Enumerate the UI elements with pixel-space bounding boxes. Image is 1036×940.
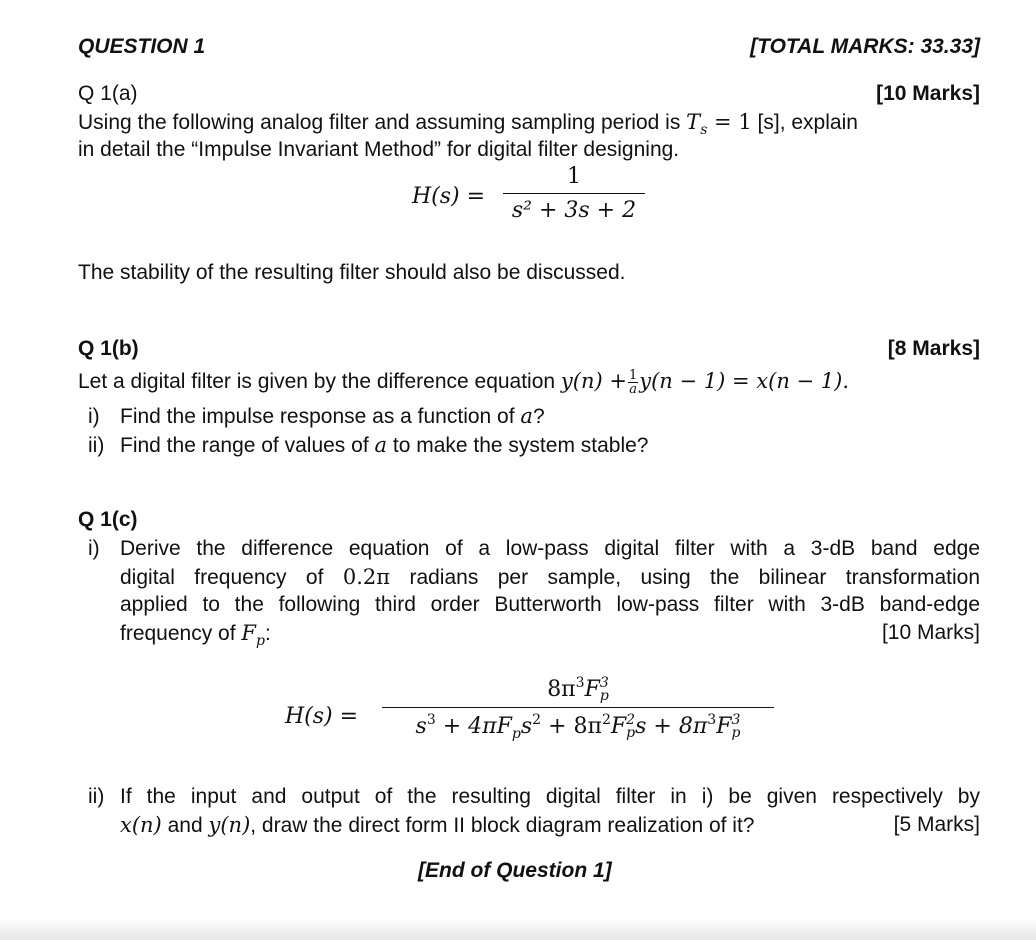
q1a-text-line2: in detail the “Impulse Invariant Method” for digital filter designing.: [78, 138, 680, 161]
q1c-item-2-marks: [5 Marks]: [893, 813, 980, 836]
q1b-eq-part-a: y(n) +: [560, 369, 627, 393]
q1c-item-1-num: i): [88, 537, 100, 560]
den-term2-sub: p: [511, 726, 521, 742]
q1b-item-2: [88, 432, 649, 459]
q1a-text-pre: Using the following analog filter and assuming sampling period is: [78, 111, 687, 134]
q1c-item-2-line1: If the input and output of the resulting digital filter in i) be given respectively by: [120, 785, 980, 808]
q1c-digital-frequency: 0.2π: [342, 565, 391, 589]
den-term3-fp-sub: p: [626, 725, 636, 741]
den-s-exp: 3: [426, 712, 436, 728]
num-8pi: 8π: [547, 677, 576, 702]
sampling-period-var: T: [686, 110, 701, 134]
q1a-eq-denominator: s² + 3s + 2: [511, 198, 637, 223]
den-term3-fp-exp: 2: [626, 712, 636, 728]
q1c-eq-lhs: H(s) =: [285, 704, 359, 729]
q1c-item-2-num: ii): [88, 785, 105, 808]
q1c-line2-rest: , draw the direct form II block diagram realization of it?: [250, 814, 755, 837]
page-bottom-shadow: [0, 918, 1036, 940]
q1b-label: Q 1(b): [78, 337, 139, 360]
q1b-eq-part-b: y(n − 1) = x(n − 1).: [639, 369, 850, 393]
q1c-label: Q 1(c): [78, 508, 138, 531]
q1c-output-var: y(n): [208, 813, 251, 837]
den-term3: + 8π: [541, 714, 602, 739]
q1b-marks: [8 Marks]: [887, 337, 980, 360]
q1a-marks: [10 Marks]: [876, 82, 980, 105]
q1b-item-1-text: Find the impulse response as a function of: [120, 405, 521, 428]
q1c-item-1-line1: Derive the difference equation of a low-pass digital filter with a 3-dB band edge: [120, 537, 980, 560]
num-fp-exp: 3: [599, 675, 609, 691]
q1b-item-1-var: a: [520, 404, 533, 428]
q1b-item-1-num: i): [88, 405, 100, 428]
den-term3-pi-exp: 2: [601, 712, 611, 728]
q1c-input-var: x(n): [120, 813, 162, 837]
q1c-item-2-line2: [120, 812, 754, 839]
q1c-line4-pre: frequency of: [120, 622, 242, 645]
q1a-eq-lhs: H(s) =: [412, 184, 486, 209]
den-term4: s + 8π: [635, 714, 708, 739]
q1b-item-1-end: ?: [532, 405, 545, 428]
total-marks: [TOTAL MARKS: 33.33]: [750, 35, 980, 58]
q1b-text-pre: Let a digital filter is given by the difference equation: [78, 370, 561, 393]
q1a-label: Q 1(a): [78, 82, 138, 105]
sampling-period-sub: s: [700, 122, 708, 138]
q1a-eq-numerator: 1: [567, 164, 581, 189]
den-term4-fp-sub: p: [731, 725, 741, 741]
den-term2: + 4πF: [435, 714, 512, 739]
q1c-line2-post: radians per sample, using the bilinear transformation: [390, 566, 980, 589]
den-term3-fp: F: [610, 714, 627, 739]
q1c-item-1-marks: [10 Marks]: [881, 621, 980, 644]
q1b-text: [78, 368, 849, 396]
den-term4-fp-exp: 3: [731, 712, 741, 728]
den-term2-s: s: [520, 714, 533, 739]
sampling-period-value: = 1: [707, 110, 752, 134]
den-term4-fp-scripts: [731, 714, 740, 740]
q1b-frac-den: a: [629, 381, 637, 397]
q1b-item-2-text: Find the range of values of: [120, 434, 375, 457]
q1c-eq-numerator: [382, 675, 774, 707]
num-fp-scripts: [600, 677, 609, 703]
num-fp: F: [584, 677, 600, 702]
den-term3-fp-scripts: [626, 714, 635, 740]
q1a-transfer-fraction: [503, 164, 645, 223]
q1b-inline-fraction: [628, 369, 638, 396]
q1c-fp-sub: p: [255, 633, 265, 649]
den-term2-exp: 2: [532, 712, 542, 728]
q1c-item-1-line4: [120, 620, 271, 654]
q1c-line2-pre: digital frequency of: [120, 566, 343, 589]
q1c-and: and: [161, 814, 209, 837]
den-term4-pi-exp: 3: [707, 712, 717, 728]
q1c-transfer-fraction: [382, 675, 774, 742]
den-s: s: [415, 714, 427, 739]
q1a-stability-text: The stability of the resulting filter should also be discussed.: [78, 261, 626, 284]
num-fp-sub: p: [599, 688, 609, 704]
q1c-line4-colon: :: [264, 622, 271, 645]
q1c-item-1-line3: applied to the following third order Butterworth low-pass filter with 3-dB band-edge: [120, 593, 980, 616]
q1c-eq-denominator: [382, 708, 774, 742]
q1b-item-2-var: a: [374, 433, 388, 457]
q1b-frac-num: 1: [628, 367, 638, 383]
q1b-item-2-end: to make the system stable?: [387, 434, 649, 457]
q1c-item-1-line2: [120, 564, 980, 591]
end-of-question: [End of Question 1]: [418, 859, 612, 882]
question-title: QUESTION 1: [78, 35, 206, 58]
num-pi-exp: 3: [575, 675, 585, 691]
den-term4-fp: F: [716, 714, 732, 739]
q1b-item-2-num: ii): [88, 434, 105, 457]
q1a-text-post: [s], explain: [751, 111, 858, 134]
q1c-fp-var: F: [241, 621, 256, 645]
q1b-item-1: [88, 403, 545, 430]
